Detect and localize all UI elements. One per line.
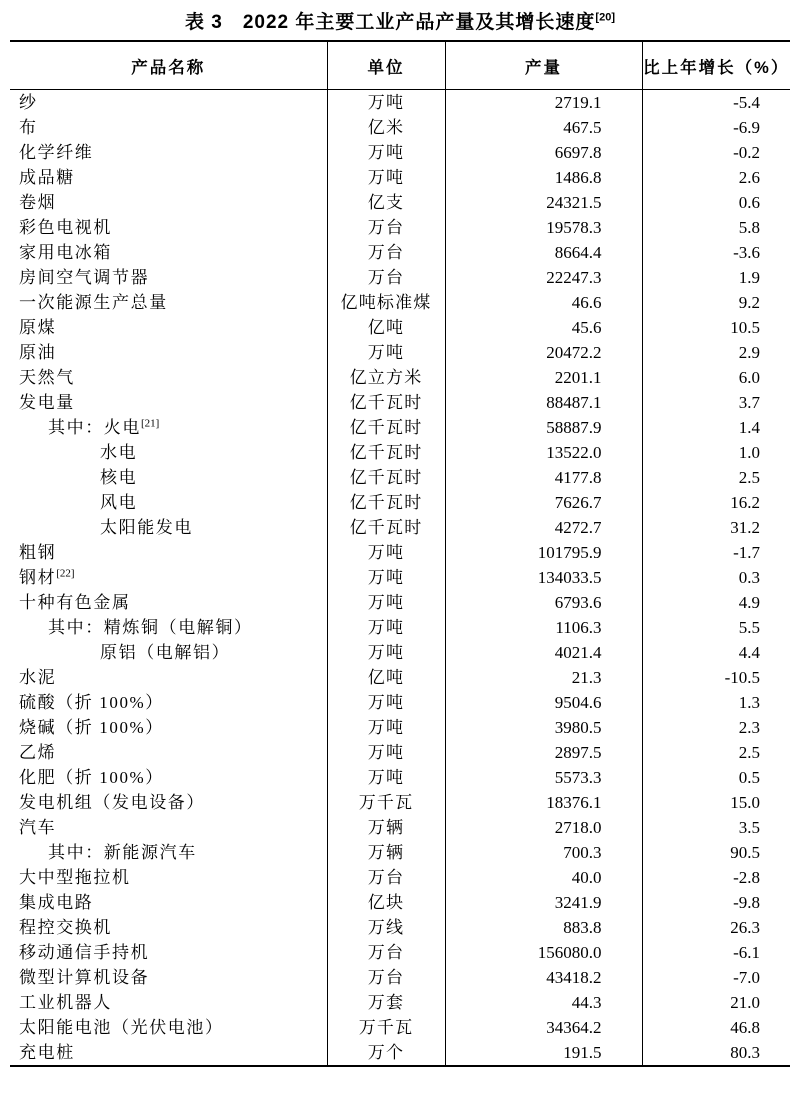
unit-cell: 万吨 [327,640,445,665]
product-name: 彩色电视机 [19,218,112,237]
output-cell: 24321.5 [445,190,642,215]
table-title [0,7,800,34]
unit-cell: 万线 [327,915,445,940]
output-cell: 4021.4 [445,640,642,665]
growth-cell: 80.3 [642,1040,790,1066]
product-name-cell [10,515,327,540]
growth-cell: 1.4 [642,415,790,440]
unit-cell: 万吨 [327,615,445,640]
product-name: 水电 [100,443,138,462]
growth-cell: 6.0 [642,365,790,390]
table-row [10,840,790,865]
table-row [10,615,790,640]
product-name: 水泥 [19,668,57,687]
unit-cell: 亿米 [327,115,445,140]
unit-cell: 亿千瓦时 [327,515,445,540]
output-cell: 2897.5 [445,740,642,765]
product-name-cell [10,1040,327,1066]
product-name-cell [10,540,327,565]
table-title-text: 表 3 2022 年主要工业产品产量及其增长速度 [185,12,596,33]
product-name-cell [10,165,327,190]
output-cell: 883.8 [445,915,642,940]
product-name: 乙烯 [19,743,57,762]
unit-cell: 亿支 [327,190,445,215]
product-name: 纱 [19,93,38,112]
product-name-cell [10,790,327,815]
growth-cell: 2.6 [642,165,790,190]
growth-cell: 4.4 [642,640,790,665]
footnote-ref: [22] [56,567,75,580]
product-name-cell [10,740,327,765]
product-name: 其中：火电 [48,418,141,437]
output-cell: 13522.0 [445,440,642,465]
product-name-cell [10,965,327,990]
output-cell: 18376.1 [445,790,642,815]
growth-cell: 0.3 [642,565,790,590]
product-name: 家用电冰箱 [19,243,112,262]
table-row [10,540,790,565]
output-cell: 2201.1 [445,365,642,390]
product-name-cell [10,190,327,215]
unit-cell: 万辆 [327,840,445,865]
product-name-cell [10,615,327,640]
product-name-cell [10,815,327,840]
product-name-cell [10,340,327,365]
product-name-cell [10,990,327,1015]
table-row [10,890,790,915]
output-cell: 34364.2 [445,1015,642,1040]
table-row [10,390,790,415]
output-cell: 156080.0 [445,940,642,965]
product-name-cell [10,565,327,590]
output-cell: 6793.6 [445,590,642,615]
output-cell: 9504.6 [445,690,642,715]
product-name: 微型计算机设备 [19,968,150,987]
output-cell: 21.3 [445,665,642,690]
unit-cell: 万辆 [327,815,445,840]
growth-cell: 0.6 [642,190,790,215]
table-row [10,90,790,116]
growth-cell: 2.9 [642,340,790,365]
output-cell: 58887.9 [445,415,642,440]
output-cell: 700.3 [445,840,642,865]
output-cell: 20472.2 [445,340,642,365]
table-row [10,165,790,190]
table-row [10,815,790,840]
growth-cell: -7.0 [642,965,790,990]
footnote-ref: [21] [141,417,160,430]
output-cell: 46.6 [445,290,642,315]
unit-cell: 亿吨标准煤 [327,290,445,315]
product-name: 天然气 [19,368,75,387]
output-cell: 43418.2 [445,965,642,990]
output-cell: 19578.3 [445,215,642,240]
unit-cell: 万吨 [327,590,445,615]
product-name: 原煤 [19,318,57,337]
unit-cell: 万吨 [327,90,445,116]
product-name: 太阳能发电 [100,518,193,537]
unit-cell: 亿千瓦时 [327,440,445,465]
output-cell: 22247.3 [445,265,642,290]
product-name: 工业机器人 [19,993,112,1012]
growth-cell: 1.0 [642,440,790,465]
unit-cell: 万套 [327,990,445,1015]
output-cell: 101795.9 [445,540,642,565]
unit-cell: 万千瓦 [327,1015,445,1040]
product-name: 发电量 [19,393,75,412]
output-cell: 4177.8 [445,465,642,490]
growth-cell: 2.5 [642,465,790,490]
output-cell: 1106.3 [445,615,642,640]
unit-cell: 亿千瓦时 [327,465,445,490]
product-name: 硫酸（折 100%） [19,693,164,712]
product-name: 卷烟 [19,193,57,212]
unit-cell: 万吨 [327,540,445,565]
table-row [10,590,790,615]
unit-cell: 亿吨 [327,315,445,340]
product-name: 钢材 [19,568,57,587]
growth-cell: 5.5 [642,615,790,640]
growth-cell: 10.5 [642,315,790,340]
growth-cell: 90.5 [642,840,790,865]
product-name: 烧碱（折 100%） [19,718,164,737]
growth-cell: 9.2 [642,290,790,315]
table-row [10,365,790,390]
growth-cell: 2.3 [642,715,790,740]
product-name: 十种有色金属 [19,593,131,612]
output-cell: 1486.8 [445,165,642,190]
growth-cell: 16.2 [642,490,790,515]
table-row [10,665,790,690]
unit-cell: 万台 [327,940,445,965]
growth-cell: 0.5 [642,765,790,790]
table-row [10,565,790,590]
table-row [10,740,790,765]
product-name: 风电 [100,493,138,512]
product-name: 成品糖 [19,168,75,187]
product-name-cell [10,465,327,490]
table-row [10,140,790,165]
table-row [10,190,790,215]
growth-cell: 15.0 [642,790,790,815]
product-name: 化肥（折 100%） [19,768,164,787]
table-row [10,865,790,890]
unit-cell: 万吨 [327,690,445,715]
table-row [10,265,790,290]
product-name-cell [10,590,327,615]
output-cell: 40.0 [445,865,642,890]
table-row [10,965,790,990]
unit-cell: 万台 [327,865,445,890]
unit-cell: 万台 [327,215,445,240]
product-name: 充电桩 [19,1043,75,1062]
unit-cell: 万吨 [327,165,445,190]
growth-cell: 3.5 [642,815,790,840]
product-name-cell [10,690,327,715]
growth-cell: -5.4 [642,90,790,116]
product-name: 太阳能电池（光伏电池） [19,1018,224,1037]
growth-cell: 21.0 [642,990,790,1015]
unit-cell: 万台 [327,240,445,265]
product-name: 粗钢 [19,543,57,562]
product-name: 一次能源生产总量 [19,293,168,312]
product-name-cell [10,715,327,740]
product-name-cell [10,90,327,116]
output-cell: 8664.4 [445,240,642,265]
product-name-cell [10,115,327,140]
table-row [10,215,790,240]
product-name-cell [10,665,327,690]
product-name-cell [10,415,327,440]
table-row [10,315,790,340]
product-name-cell [10,490,327,515]
product-name-cell [10,640,327,665]
growth-cell: -0.2 [642,140,790,165]
table-row [10,240,790,265]
product-name-cell [10,440,327,465]
table-row [10,940,790,965]
product-name-cell [10,1015,327,1040]
table-row [10,465,790,490]
header-row [10,41,790,90]
product-name: 其中：精炼铜（电解铜） [48,618,253,637]
product-name-cell [10,840,327,865]
product-name-cell [10,265,327,290]
table-row [10,640,790,665]
table-row [10,915,790,940]
table-row [10,515,790,540]
output-cell: 4272.7 [445,515,642,540]
unit-cell: 亿千瓦时 [327,390,445,415]
unit-cell: 万吨 [327,765,445,790]
col-header-unit: 单位 [327,41,445,90]
table-row [10,690,790,715]
table-row [10,1040,790,1066]
table-row [10,340,790,365]
table-row [10,415,790,440]
output-cell: 467.5 [445,115,642,140]
table-body [10,90,790,1067]
product-name: 核电 [100,468,138,487]
growth-cell: 46.8 [642,1015,790,1040]
table-row [10,1015,790,1040]
product-name-cell [10,890,327,915]
growth-cell: -9.8 [642,890,790,915]
table-row [10,115,790,140]
table-header [10,41,790,90]
product-name-cell [10,240,327,265]
product-name: 布 [19,118,38,137]
product-name-cell [10,140,327,165]
table-row [10,990,790,1015]
output-cell: 2719.1 [445,90,642,116]
table-row [10,440,790,465]
unit-cell: 亿块 [327,890,445,915]
growth-cell: 1.3 [642,690,790,715]
unit-cell: 万个 [327,1040,445,1066]
table-row [10,715,790,740]
growth-cell: -1.7 [642,540,790,565]
unit-cell: 万吨 [327,140,445,165]
product-name-cell [10,390,327,415]
output-cell: 3980.5 [445,715,642,740]
growth-cell: -6.1 [642,940,790,965]
product-name: 汽车 [19,818,57,837]
product-name: 程控交换机 [19,918,112,937]
product-name: 其中：新能源汽车 [48,843,197,862]
growth-cell: -2.8 [642,865,790,890]
product-name: 发电机组（发电设备） [19,793,205,812]
product-name: 大中型拖拉机 [19,868,131,887]
growth-cell: 31.2 [642,515,790,540]
table-row [10,290,790,315]
growth-cell: 1.9 [642,265,790,290]
product-name-cell [10,315,327,340]
growth-cell: -6.9 [642,115,790,140]
table-row [10,490,790,515]
product-name: 房间空气调节器 [19,268,150,287]
unit-cell: 亿千瓦时 [327,490,445,515]
unit-cell: 亿吨 [327,665,445,690]
product-name-cell [10,215,327,240]
growth-cell: 4.9 [642,590,790,615]
output-cell: 134033.5 [445,565,642,590]
output-cell: 45.6 [445,315,642,340]
unit-cell: 亿千瓦时 [327,415,445,440]
unit-cell: 万吨 [327,565,445,590]
product-name-cell [10,765,327,790]
unit-cell: 万吨 [327,340,445,365]
table-row [10,790,790,815]
growth-cell: -3.6 [642,240,790,265]
output-cell: 3241.9 [445,890,642,915]
product-name-cell [10,915,327,940]
col-header-output: 产量 [445,41,642,90]
product-name-cell [10,290,327,315]
col-header-growth: 比上年增长（%） [642,41,790,90]
output-cell: 7626.7 [445,490,642,515]
products-table [10,40,790,1067]
unit-cell: 亿立方米 [327,365,445,390]
output-cell: 6697.8 [445,140,642,165]
output-cell: 5573.3 [445,765,642,790]
unit-cell: 万吨 [327,715,445,740]
growth-cell: -10.5 [642,665,790,690]
output-cell: 191.5 [445,1040,642,1066]
output-cell: 2718.0 [445,815,642,840]
output-cell: 44.3 [445,990,642,1015]
product-name-cell [10,365,327,390]
growth-cell: 3.7 [642,390,790,415]
product-name: 原铝（电解铝） [100,643,231,662]
output-cell: 88487.1 [445,390,642,415]
product-name: 原油 [19,343,57,362]
title-footnote-ref: [20] [595,11,615,24]
product-name: 集成电路 [19,893,94,912]
product-name-cell [10,940,327,965]
product-name: 移动通信手持机 [19,943,150,962]
unit-cell: 万千瓦 [327,790,445,815]
growth-cell: 5.8 [642,215,790,240]
unit-cell: 万吨 [327,740,445,765]
product-name: 化学纤维 [19,143,94,162]
product-name-cell [10,865,327,890]
growth-cell: 2.5 [642,740,790,765]
growth-cell: 26.3 [642,915,790,940]
unit-cell: 万台 [327,965,445,990]
col-header-product-name: 产品名称 [10,41,327,90]
unit-cell: 万台 [327,265,445,290]
table-row [10,765,790,790]
